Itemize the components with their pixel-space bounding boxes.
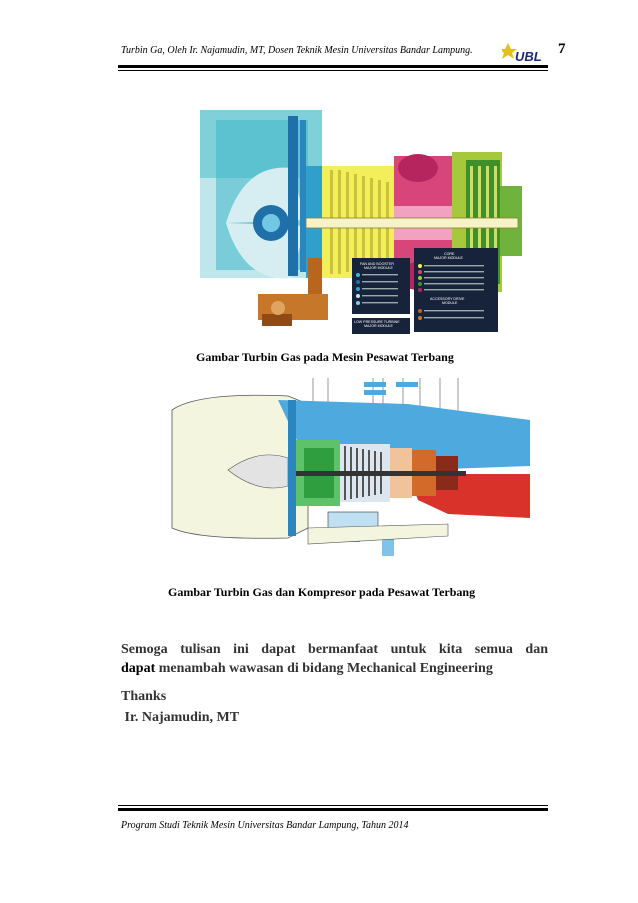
header-rule-thin [118,70,548,71]
svg-text:FAN AND BOOSTER: FAN AND BOOSTER [360,262,394,266]
figure-2-caption: Gambar Turbin Gas dan Kompresor pada Pesawat Terbang [168,585,476,599]
closing-line-1: Semoga tulisan ini dapat bermanfaat untuk kita semua dan [121,642,548,657]
svg-text:MODULE: MODULE [442,301,458,305]
author-name: Ir. Najamudin, MT [121,710,240,725]
ubl-logo [502,41,552,65]
turbofan-compressor-diagram [168,378,530,558]
turbofan-module-diagram [196,108,526,336]
thanks-text: Thanks [121,689,167,704]
svg-text:UBL: UBL [515,49,542,64]
svg-text:LOW PRESSURE TURBINE: LOW PRESSURE TURBINE [354,320,400,324]
closing-line-2-lead: dapat [121,661,156,676]
footer-rule-thin [118,805,548,806]
closing-line-2-rest: menambah wawasan di bidang Mechanical Engineering [155,661,493,676]
svg-text:CORE: CORE [444,252,455,256]
figure-1-caption: Gambar Turbin Gas pada Mesin Pesawat Terbang [196,350,454,364]
svg-text:ACCESSORY DRIVE: ACCESSORY DRIVE [430,297,465,301]
running-header: Turbin Ga, Oleh Ir. Najamudin, MT, Dosen Teknik Mesin Universitas Bandar Lampung. [121,45,473,56]
svg-text:MAJOR MODULE: MAJOR MODULE [364,266,393,270]
closing-line-2 [121,659,548,678]
footer-text: Program Studi Teknik Mesin Universitas Bandar Lampung, Tahun 2014 [121,820,409,831]
header-rule [118,65,548,68]
svg-text:MAJOR MODULE: MAJOR MODULE [364,324,393,328]
legend-panel [352,248,498,334]
footer-rule [118,808,548,811]
closing-paragraph [121,640,548,678]
svg-text:MAJOR MODULE: MAJOR MODULE [434,256,463,260]
page-number: 7 [558,41,566,57]
